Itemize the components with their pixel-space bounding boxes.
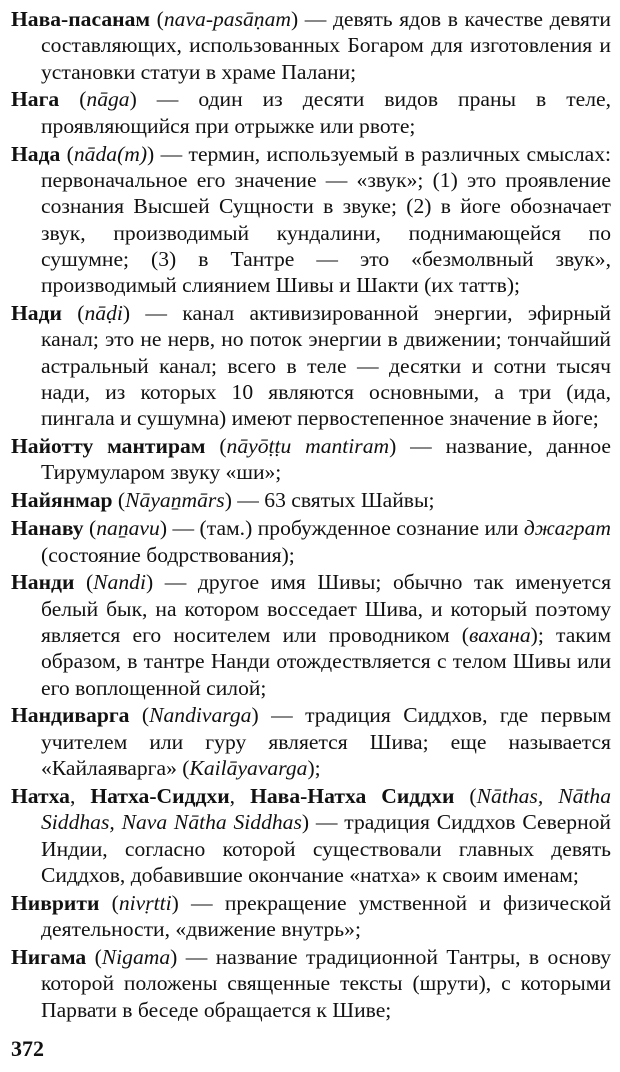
entry-definition: 63 святых Шайвы; <box>264 488 435 513</box>
entry-transliteration: Nandi <box>93 570 146 595</box>
entry-term: Найянмар <box>11 488 113 513</box>
entry-definition-emphasis: Kailāyavarga <box>189 756 308 781</box>
entry-nada: Нада (nāda(m)) — термин, используемый в различных смыслах: первоначальное его значение — «звук»; (1) это проявление сознания Высшей Сущности в звуке; (2) в йоге обозначает звук, производимый кундалини, поднимающейся по сушумне; (3) в Тантре — это «безмолвный звук», производимый слиянием Шивы и Шакти (их таттв); <box>11 141 611 298</box>
entry-definition: девять ядов в качестве девяти составляющих, использованных Богаром для изготовления и установки статуи в храме Палани; <box>41 7 611 84</box>
entry-transliteration: Nandivarga <box>149 703 252 728</box>
entry-definition: один из десяти видов праны в теле, проявляющийся при отрыжке или рвоте; <box>41 87 611 138</box>
entry-definition-emphasis: джаграт <box>523 516 611 541</box>
entry-definition: другое имя Шивы; обычно так именуется белый бык, на котором восседает Шива, и который поэтому является его носителем или проводником ( <box>41 570 611 647</box>
entry-naga: Нага (nāga) — один из десяти видов праны в теле, проявляющийся при отрыжке или рвоте; <box>11 87 611 138</box>
entry-definition-end: ); <box>307 756 321 781</box>
entry-transliteration: nava-pasāṇam <box>163 7 291 31</box>
entry-definition: название традиционной Тантры, в основу которой положены священные тексты (шрути), с которыми Парвати в беседе обращается к Шиве; <box>41 944 612 1022</box>
entry-transliteration: nāda(m) <box>73 141 148 166</box>
glossary-entries <box>11 6 611 1024</box>
entry-term: Натха <box>11 783 70 808</box>
entry-term: Нади <box>11 301 62 326</box>
entry-nava-pasanam: Нава-пасанам (nava-pasāṇam) — девять ядов в качестве девяти составляющих, использованных Богаром для изготовления и установки статуи в храме Палани; <box>11 7 611 84</box>
entry-nanavu: Нанаву (naṉavu) — (там.) пробужденное сознание или джаграт (состояние бодрствования); <box>11 516 611 567</box>
entry-definition: прекращение умственной и физической деятельности, «движение внутрь»; <box>41 890 611 942</box>
entry-nandivarga: Нандиварга (Nandivarga) — традиция Сиддхов, где первым учителем или гуру является Шива; еще называется «Кайлаяварга» (Kailāyavarga); <box>11 703 611 781</box>
entry-nadi: Нади (nāḍi) — канал активизированной энергии, эфирный канал; это не нерв, но поток энергии в движении; тончайший астральный канал; всего в теле — десятки и сотни тысяч нади, из которых 10 являются основными, а три (ида, пингала и сушумна) имеют первостепенное значение в йоге; <box>11 301 611 431</box>
entry-transliteration: Nāyaṉmārs <box>125 488 225 513</box>
entry-definition: канал активизированной энергии, эфирный канал; это не нерв, но поток энергии в движении; тончайший астральный канал; всего в теле — десятки и сотни тысяч нади, из которых 10 являются основными, а три (ида, пингала и сушумна) имеют первостепенное значение в йоге; <box>41 301 611 431</box>
entry-term: Нанаву <box>11 516 84 541</box>
entry-definition: традиция Сиддхов Северной Индии, согласно которой существовали главных девять Сиддхов, добавившие окончание «натха» к своим именам; <box>41 810 611 887</box>
entry-term: Нандиварга <box>11 703 130 728</box>
entry-definition: (там.) пробужденное сознание или <box>199 516 524 541</box>
entry-term: Нигама <box>11 944 87 969</box>
entry-definition: название, данное Тирумуларом звуку «ши»; <box>41 434 611 485</box>
entry-nayanmar: Найянмар (Nāyaṉmārs) — 63 святых Шайвы; <box>11 488 435 513</box>
entry-nayottu-mantiram: Найотту мантирам (nāyōṭṭu mantiram) — название, данное Тирумуларом звуку «ши»; <box>11 434 611 485</box>
entry-definition-end: ); таким образом, в тантре Нанди отождествляется с телом Шивы или его воплощенной силой; <box>41 622 611 700</box>
entry-definition-emphasis: вахана <box>468 622 531 647</box>
entry-nivritti: Ниврити (nivṛtti) — прекращение умственной и физической деятельности, «движение внутрь»; <box>11 890 611 942</box>
entry-term: Нага <box>11 87 60 112</box>
entry-transliteration: nivṛtti <box>118 890 172 915</box>
entry-transliteration: Nāthas, Nātha Siddhas, Nava Nātha Siddhas <box>41 783 612 835</box>
entry-term: Натха-Сиддхи <box>90 783 230 808</box>
entry-natha: Натха, Натха-Сиддхи, Нава-Натха Сиддхи (Nāthas, Nātha Siddhas, Nava Nātha Siddhas) — традиция Сиддхов Северной Индии, согласно которой существовали главных девять Сиддхов, добавившие окончание «натха» к своим именам; <box>11 783 612 887</box>
entry-term: Нанди <box>11 570 75 595</box>
entry-transliteration: Nigama <box>101 944 171 969</box>
entry-transliteration: nāḍi <box>84 301 123 326</box>
entry-term: Найотту мантирам <box>11 434 206 459</box>
entry-term: Нава-Натха Сиддхи <box>250 783 455 808</box>
entry-transliteration: nāyōṭṭu mantiram <box>226 434 390 459</box>
entry-term: Нада <box>11 141 61 166</box>
entry-transliteration: nāga <box>86 87 130 112</box>
entry-definition: термин, используемый в различных смыслах: первоначальное его значение — «звук»; (1) это проявление сознания Высшей Сущности в звуке; (2) в йоге обозначает звук, производимый кундалини, поднимающейся по сушумне; (3) в Тантре — это «безмолвный звук», производимый слиянием Шивы и Шакти (их таттв); <box>41 141 611 298</box>
entry-definition-end: (состояние бодрствования); <box>41 542 295 567</box>
entry-nandi: Нанди (Nandi) — другое имя Шивы; обычно так именуется белый бык, на котором восседает Шива, и который поэтому является его носителем или проводником (вахана); таким образом, в тантре Нанди отождествляется с телом Шивы или его воплощенной силой; <box>11 570 611 700</box>
entry-term: Ниврити <box>11 890 100 915</box>
page-number: 372 <box>11 1036 44 1061</box>
entry-nigama: Нигама (Nigama) — название традиционной Тантры, в основу которой положены священные тексты (шрути), с которыми Парвати в беседе обращается к Шиве; <box>11 944 612 1022</box>
entry-transliteration: naṉavu <box>96 516 160 541</box>
entry-term: Нава-пасанам <box>11 7 151 31</box>
entry-definition: традиция Сиддхов, где первым учителем или гуру является Шива; еще называется «Кайлаяварга» ( <box>41 703 611 781</box>
